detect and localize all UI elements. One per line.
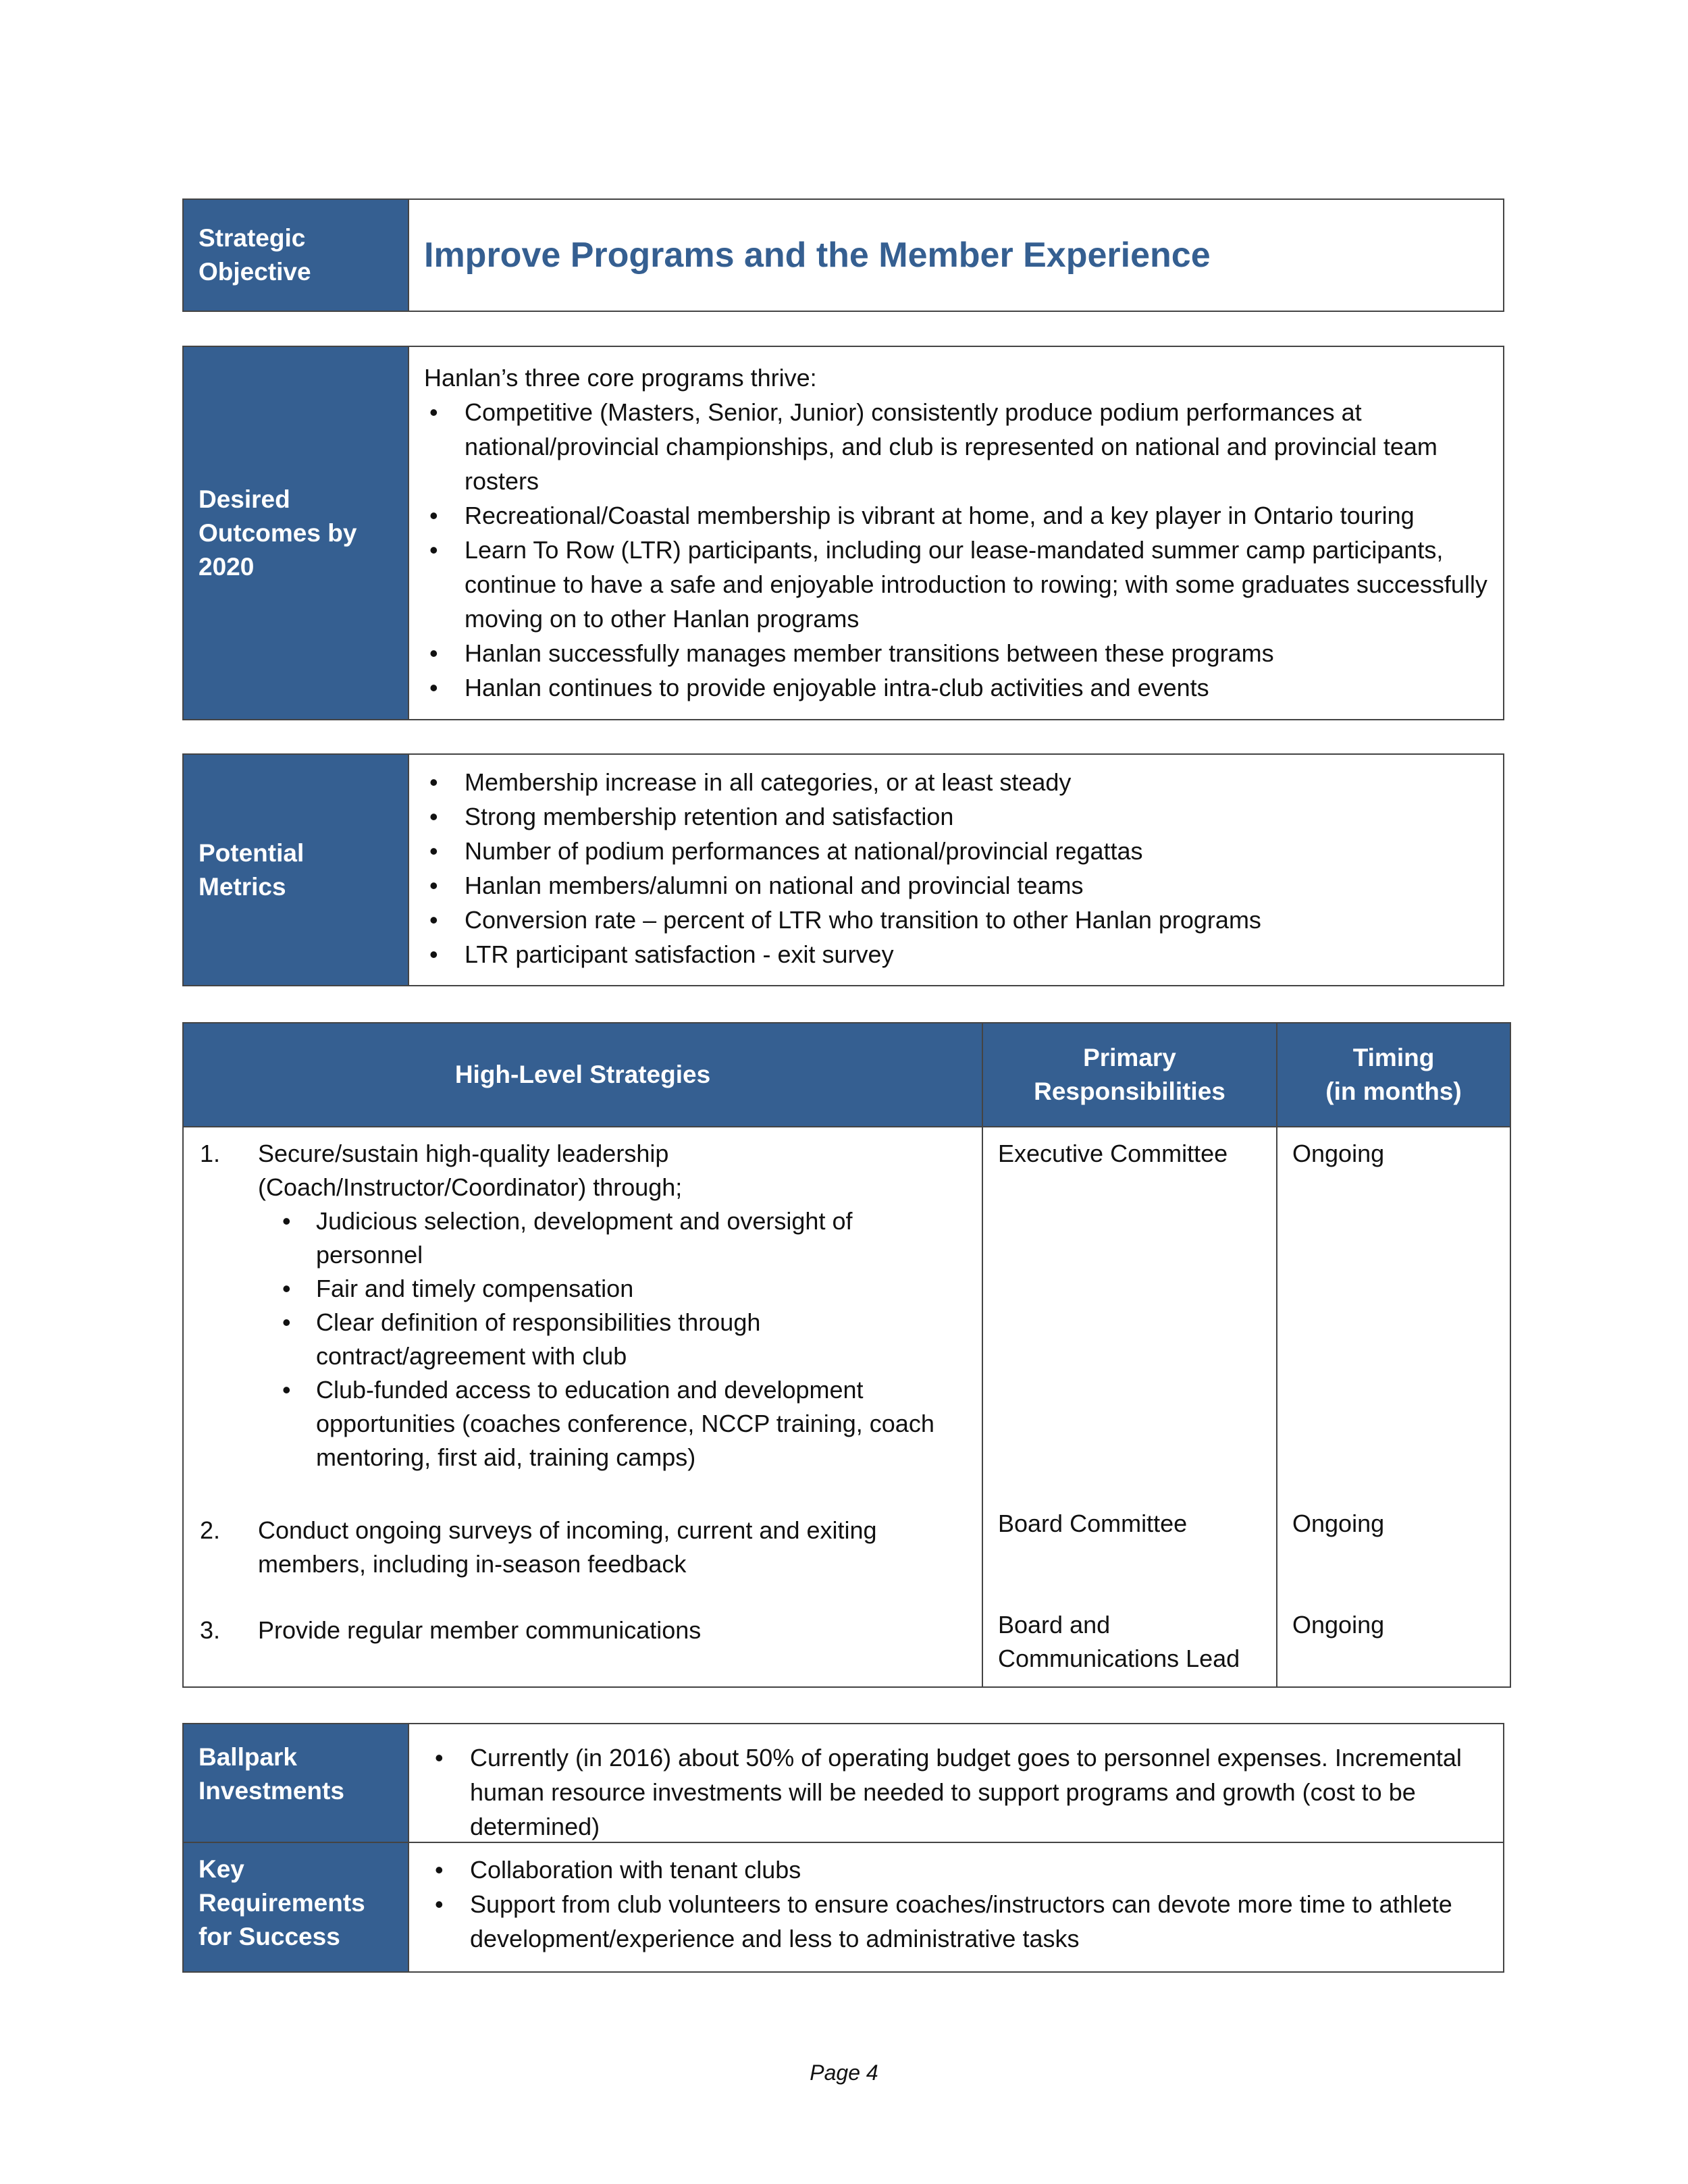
strategies-body [184,1126,1510,1686]
strategies-column [184,1126,983,1686]
list-item: • Collaboration with tenant clubs [470,1853,1469,1887]
list-item: • Membership increase in all categories, or at least steady [465,765,1488,799]
list-item: • Club-funded access to education and development opportunities (coaches conference, NCCP training, coach mentoring, first aid, training camps) [316,1373,961,1474]
requirements-content [409,1843,1503,1971]
list-item: • Conversion rate – percent of LTR who transition to other Hanlan programs [465,903,1488,937]
responsibility-cell: Board Committee [998,1510,1188,1537]
investments-content [409,1724,1503,1842]
investments-label-line: Investments [199,1777,344,1805]
investments-label [184,1724,409,1842]
list-item: • Hanlan members/alumni on national and provincial teams [465,868,1488,903]
desired-outcomes-intro: Hanlan’s three core programs thrive: [424,364,817,392]
desired-outcomes-content [409,347,1503,719]
strategy-sub-list [258,1204,961,1474]
strategy-number: 1. [200,1140,221,1167]
strategy-text: Secure/sustain high-quality leadership (Coach/Instructor/Coordinator) through; [258,1140,683,1201]
requirements-list [424,1853,1469,1956]
list-item: • Hanlan successfully manages member transitions between these programs [465,636,1488,670]
objective-label [184,200,409,311]
list-item: • Judicious selection, development and oversight of personnel [316,1204,961,1272]
list-item: • LTR participant satisfaction - exit survey [465,937,1488,971]
timing-header-line: Timing [1352,1044,1435,1071]
desired-outcomes-label [184,347,409,719]
objective-box [182,198,1504,312]
strategies-header: High-Level Strategies [184,1023,983,1126]
responsibility-cell: Board and Communications Lead [998,1611,1240,1672]
metrics-label-line: Potential [199,838,305,867]
strategy-text: Provide regular member communications [258,1616,702,1644]
list-item: • Strong membership retention and satisfaction [465,799,1488,834]
timing-header [1277,1023,1510,1126]
timing-cell: Ongoing [1292,1611,1385,1639]
requirements-label-line: Requirements [199,1889,365,1917]
list-item: • Fair and timely compensation [316,1272,961,1306]
desired-outcomes-list [424,395,1488,705]
requirements-row [184,1843,1503,1971]
strategies-table [182,1022,1511,1688]
requirements-label-line: for Success [199,1923,340,1950]
timing-header-line: (in months) [1325,1077,1462,1105]
list-item: • Hanlan continues to provide enjoyable intra-club activities and events [465,670,1488,705]
timing-cell: Ongoing [1292,1140,1385,1167]
page-number: Page 4 [810,2060,878,2085]
list-item: • Support from club volunteers to ensure coaches/instructors can devote more time to athlete development/experience and less to administrative tasks [470,1887,1469,1956]
strategy-number: 2. [200,1516,221,1544]
list-item: • Clear definition of responsibilities through contract/agreement with club [316,1306,961,1373]
objective-label-line: Objective [199,258,311,286]
investments-requirements-box [182,1723,1504,1973]
list-item: • Learn To Row (LTR) participants, including our lease-mandated summer camp participants, continue to have a safe and enjoyable introduction to rowing; with some graduates successfully moving on to other Hanlan programs [465,533,1488,636]
desired-outcomes-label-line: Outcomes by [199,518,357,547]
metrics-box [182,753,1504,986]
desired-outcomes-box [182,346,1504,720]
requirements-label-line: Key [199,1855,244,1883]
list-item: • Recreational/Coastal membership is vibrant at home, and a key player in Ontario touring [465,498,1488,533]
timing-cell: Ongoing [1292,1510,1385,1537]
metrics-list [424,765,1488,971]
responsibilities-header-line: Primary [1083,1044,1176,1071]
list-item: • Competitive (Masters, Senior, Junior) consistently produce podium performances at national/provincial championships, and club is represented on national and provincial team rosters [465,395,1488,498]
strategy-text: Conduct ongoing surveys of incoming, current and exiting members, including in-season feedback [258,1516,877,1578]
desired-outcomes-label-line: 2020 [199,552,255,581]
strategy-number: 3. [200,1616,221,1644]
investments-row [184,1724,1503,1843]
strategies-header-row [184,1023,1510,1126]
responsibility-cell: Executive Committee [998,1140,1228,1167]
list-item: • Currently (in 2016) about 50% of operating budget goes to personnel expenses. Incremental human resource investments will be needed to support programs and growth (cost to be determined) [470,1740,1469,1844]
investments-list [424,1740,1469,1844]
responsibilities-header [983,1023,1277,1126]
responsibilities-column [983,1126,1277,1686]
objective-title: Improve Programs and the Member Experience [424,235,1211,275]
objective-label-line: Strategic [199,224,306,252]
requirements-label [184,1843,409,1971]
list-item: • Number of podium performances at national/provincial regattas [465,834,1488,868]
metrics-content [409,755,1503,985]
investments-label-line: Ballpark [199,1743,298,1771]
desired-outcomes-label-line: Desired [199,485,290,513]
metrics-label-line: Metrics [199,872,286,901]
responsibilities-header-line: Responsibilities [1034,1077,1225,1105]
metrics-label [184,755,409,985]
timing-column [1277,1126,1510,1686]
